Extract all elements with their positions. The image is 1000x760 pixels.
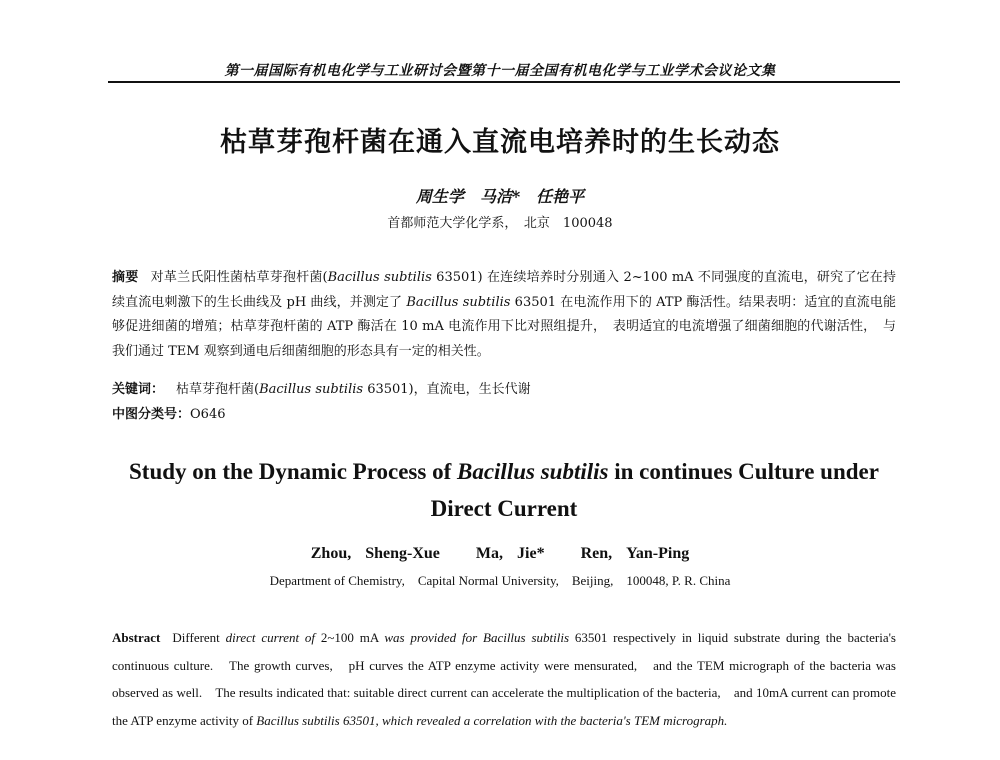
chinese-abstract-text: 63501) 在连续培养时分别通入 2~100 mA 不同强度的直流电，研究了它在持续直流电刺激下的生长曲线及 pH 曲线，并测定了: [112, 270, 897, 310]
classification-label: 中图分类号：: [112, 407, 191, 422]
author-given: Jie*: [517, 545, 545, 562]
english-abstract-label: Abstract: [112, 630, 161, 645]
keywords-label: 关键词：: [112, 382, 165, 397]
running-header: 第一届国际有机电化学与工业研讨会暨第十一届全国有机电化学与工业学术会议论文集: [224, 63, 776, 79]
chinese-affiliation: 首都师范大学化学系， 北京 100048: [387, 216, 613, 231]
chinese-authors: 周生学 马洁* 任艳平: [415, 187, 585, 206]
species-name: Bacillus subtilis: [406, 294, 511, 310]
chinese-keywords: [112, 380, 896, 400]
chinese-title: 枯草芽孢杆菌在通入直流电培养时的生长动态: [220, 127, 780, 158]
author-surname: Zhou,: [310, 545, 352, 562]
classification-value: O646: [190, 407, 226, 422]
author-surname: Ma,: [475, 545, 504, 562]
english-abstract: Abstract Different direct current of 2~100 mA was provided for Bacillus subtilis 63501 respectively in liquid substrate during the bacteria's continuous culture. The growth curves, pH curves the ATP enzyme activity were mensurated, and the TEM micrograph of the bacteria was observed as well. The results indicated that: suitable direct current can accelerate the multiplication of the bacteria, and 10mA current can promote the ATP enzyme activity of Bacillus subtilis 63501, which revealed a correlation with the bacteria's TEM micrograph.: [112, 630, 896, 728]
species-name: Bacillus subtilis: [456, 459, 609, 484]
keywords-text: 63501)，直流电，生长代谢: [363, 382, 531, 397]
english-authors: [0, 545, 1000, 563]
author-given: Sheng-Xue: [365, 545, 440, 562]
chinese-abstract: [112, 266, 896, 364]
header-rule: [108, 81, 900, 83]
chinese-abstract-text: 63501 在电流作用下的 ATP 酶活性。结果表明：适宜的直流电能够促进细菌的增殖；枯草芽孢杆菌的 ATP 酶活在 10 mA 电流作用下比对照组提升， 表明适宜的电流增强了细菌细胞的代谢活性， 与我们通过 TEM 观察到通电后细菌细胞的形态具有一定的相关性。: [112, 294, 897, 359]
author-given: Yan-Ping: [626, 545, 690, 562]
species-name: Bacillus subtilis: [259, 382, 364, 397]
english-title: Study on the Dynamic Process of Bacillus subtilis in continues Culture under Direct Current: [129, 459, 879, 521]
classification-number: [112, 405, 896, 425]
english-affiliation: Department of Chemistry, Capital Normal University, Beijing, 100048, P. R. China: [269, 573, 731, 588]
author-surname: Ren,: [580, 545, 613, 562]
keywords-text: 枯草芽孢杆菌(: [176, 382, 260, 397]
species-name: Bacillus subtilis: [327, 270, 432, 285]
chinese-abstract-label: 摘要: [112, 270, 139, 285]
chinese-abstract-text: 对革兰氏阳性菌枯草芽孢杆菌(: [150, 270, 328, 285]
